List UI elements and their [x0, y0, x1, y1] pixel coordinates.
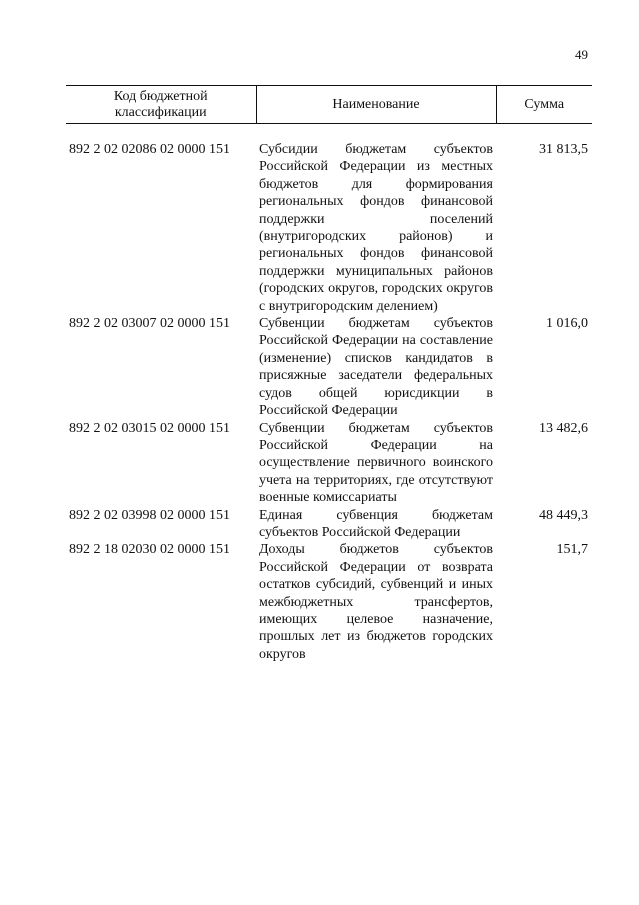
row-sum: 1 016,0: [546, 316, 588, 332]
row-sum: 31 813,5: [539, 142, 588, 157]
row-name: Субсидии бюджетам субъектов Российской Федерации из местных бюджетов для формирования региональных фондов финансовой поддержки поселений (внутригородских районов) и региональных фондов финансовой поддержки муниципальных районов (городских округов, городских округов с внутригородским делением): [259, 142, 493, 314]
page-number: 49: [575, 47, 588, 62]
row-sum: 151,7: [556, 542, 588, 558]
row-name: Субвенции бюджетам субъектов Российской Федерации на осуществление первичного воинского учета на территориях, где отсутствуют военные комиссариаты: [259, 420, 493, 506]
table-spacer-row: [66, 124, 592, 142]
table-row: [66, 420, 592, 507]
row-name: Субвенции бюджетам субъектов Российской Федерации на составление (изменение) списков кандидатов в присяжные заседатели федеральных судов общей юрисдикции в Российской Федерации: [259, 316, 493, 419]
row-name: Доходы бюджетов субъектов Российской Федерации от возврата остатков субсидий, субвенций и иных межбюджетных трансфертов, имеющих целевое назначение, прошлых лет из бюджетов городских округов: [259, 542, 493, 662]
row-name: Единая субвенция бюджетам субъектов Российской Федерации: [259, 507, 493, 540]
table-row: [66, 315, 592, 419]
table-header-row: [66, 86, 592, 124]
row-code: 892 2 02 03007 02 0000 151: [69, 316, 230, 332]
header-sum: Сумма: [496, 86, 592, 124]
row-code: 892 2 02 03015 02 0000 151: [69, 420, 230, 436]
header-code: Код бюджетной классификации: [66, 86, 256, 124]
row-code: 892 2 18 02030 02 0000 151: [69, 542, 230, 558]
header-name: Наименование: [256, 86, 496, 124]
row-sum: 13 482,6: [539, 420, 588, 436]
table-row: [66, 507, 592, 542]
table-row: [66, 141, 592, 315]
row-sum: 48 449,3: [539, 507, 588, 523]
row-code: 892 2 02 02086 02 0000 151: [69, 142, 230, 157]
table-row: [66, 541, 592, 663]
row-code: 892 2 02 03998 02 0000 151: [69, 507, 230, 523]
budget-table: [66, 85, 592, 663]
